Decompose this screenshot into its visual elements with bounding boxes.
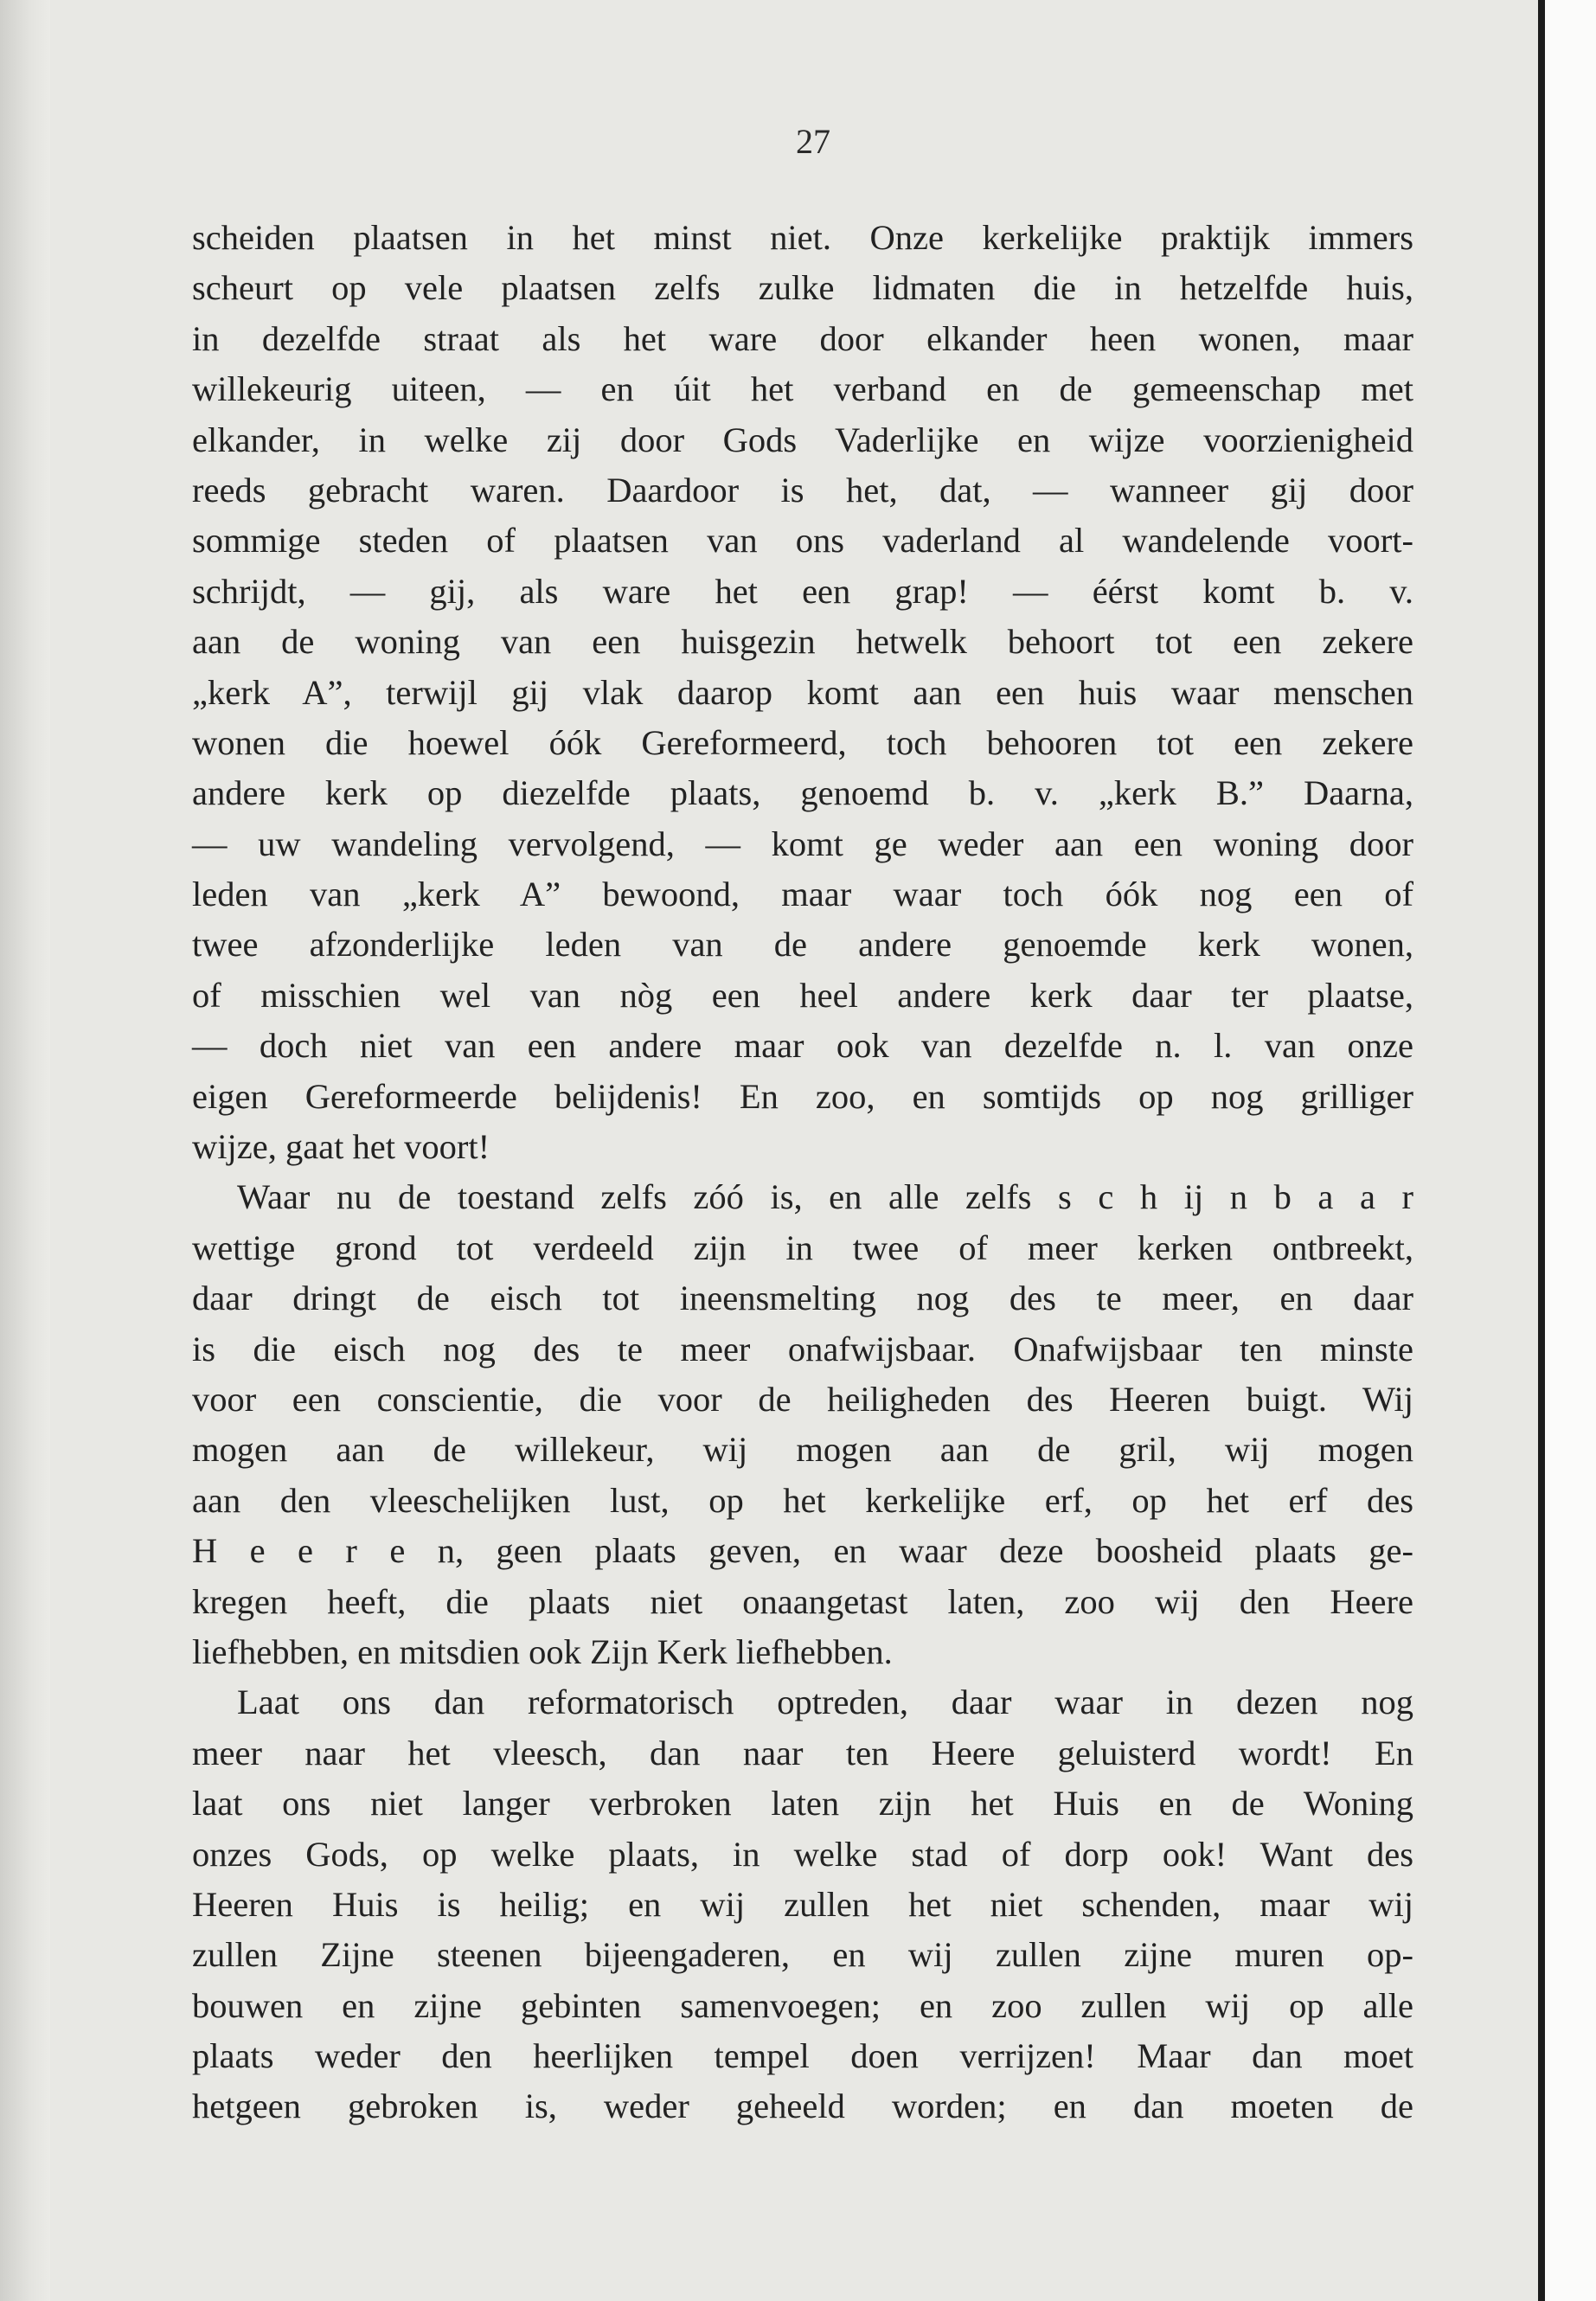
text-line: Laat ons dan reformatorisch optreden, daar waar in dezen nog xyxy=(237,1682,1413,1722)
text-line: liefhebben, en mitsdien ook Zijn Kerk liefhebben. xyxy=(192,1631,893,1671)
text-line: eigen Gereformeerde belijdenis! En zoo, en somtijds op nog grilliger xyxy=(192,1076,1413,1116)
text-line: mogen aan de willekeur, wij mogen aan de gril, wij mogen xyxy=(192,1430,1413,1470)
page-number: 27 xyxy=(796,122,830,161)
text-line: wijze, gaat het voort! xyxy=(192,1127,490,1167)
text-line: twee afzonderlijke leden van de andere genoemde kerk wonen, xyxy=(192,925,1413,965)
paragraph xyxy=(192,1677,1413,2132)
page-edge xyxy=(1538,0,1545,2301)
text-line: meer naar het vleesch, dan naar ten Heere geluisterd wordt! En xyxy=(192,1733,1413,1772)
text-line: „kerk A”, terwijl gij vlak daarop komt aan een huis waar menschen xyxy=(192,672,1413,712)
binding-shadow xyxy=(0,0,50,2301)
text-line: in dezelfde straat als het ware door elkander heen wonen, maar xyxy=(192,318,1413,358)
text-line: daar dringt de eisch tot ineensmelting nog des te meer, en daar xyxy=(192,1279,1413,1318)
text-line: kregen heeft, die plaats niet onaangetast laten, zoo wij den Heere xyxy=(192,1581,1413,1621)
text-line: of misschien wel van nòg een heel andere kerk daar ter plaatse, xyxy=(192,975,1413,1015)
text-line: willekeurig uiteen, — en úit het verband en de gemeenschap met xyxy=(192,369,1413,409)
paragraph xyxy=(192,1172,1413,1677)
text-line: andere kerk op diezelfde plaats, genoemd b. v. „kerk B.” Daarna, xyxy=(192,773,1413,813)
text-line: aan den vleeschelijken lust, op het kerkelijke erf, op het erf des xyxy=(192,1480,1413,1520)
text-line: Waar nu de toestand zelfs zóó is, en alle zelfs s c h ij n b a a r xyxy=(237,1177,1413,1217)
text-line: voor een conscientie, die voor de heiligheden des Heeren buigt. Wij xyxy=(192,1379,1413,1419)
text-line: schrijdt, — gij, als ware het een grap! — éérst komt b. v. xyxy=(192,571,1413,611)
text-line: H e e r e n, geen plaats geven, en waar deze boosheid plaats ge- xyxy=(192,1531,1413,1571)
text-line: onzes Gods, op welke plaats, in welke stad of dorp ook! Want des xyxy=(192,1834,1413,1874)
text-line: reeds gebracht waren. Daardoor is het, dat, — wanneer gij door xyxy=(192,470,1413,510)
text-line: is die eisch nog des te meer onafwijsbaar. Onafwijsbaar ten minste xyxy=(192,1329,1413,1368)
text-line: wonen die hoewel óók Gereformeerd, toch behooren tot een zekere xyxy=(192,722,1413,762)
body-text xyxy=(192,213,1413,2132)
text-line: aan de woning van een huisgezin hetwelk behoort tot een zekere xyxy=(192,622,1413,662)
text-line: hetgeen gebroken is, weder geheeld worden; en dan moeten de xyxy=(192,2086,1413,2126)
text-line: — uw wandeling vervolgend, — komt ge weder aan een woning door xyxy=(192,824,1413,863)
text-line: plaats weder den heerlijken tempel doen verrijzen! Maar dan moet xyxy=(192,2036,1413,2076)
text-line: wettige grond tot verdeeld zijn in twee of meer kerken ontbreekt, xyxy=(192,1227,1413,1267)
scan-margin xyxy=(1545,0,1596,2301)
text-line: — doch niet van een andere maar ook van dezelfde n. l. van onze xyxy=(192,1026,1413,1066)
text-line: leden van „kerk A” bewoond, maar waar toch óók nog een of xyxy=(192,875,1413,914)
text-line: scheurt op vele plaatsen zelfs zulke lidmaten die in hetzelfde huis, xyxy=(192,268,1413,308)
text-line: scheiden plaatsen in het minst niet. Onze kerkelijke praktijk immers xyxy=(192,218,1413,257)
paragraph xyxy=(192,213,1413,1172)
text-line: zullen Zijne steenen bijeengaderen, en wij zullen zijne muren op- xyxy=(192,1935,1413,1975)
text-line: elkander, in welke zij door Gods Vaderlijke en wijze voorzienigheid xyxy=(192,420,1413,459)
text-line: sommige steden of plaatsen van ons vaderland al wandelende voort- xyxy=(192,521,1413,561)
text-line: bouwen en zijne gebinten samenvoegen; en zoo zullen wij op alle xyxy=(192,1985,1413,2025)
text-line: Heeren Huis is heilig; en wij zullen het niet schenden, maar wij xyxy=(192,1884,1413,1924)
text-line: laat ons niet langer verbroken laten zijn het Huis en de Woning xyxy=(192,1784,1413,1823)
